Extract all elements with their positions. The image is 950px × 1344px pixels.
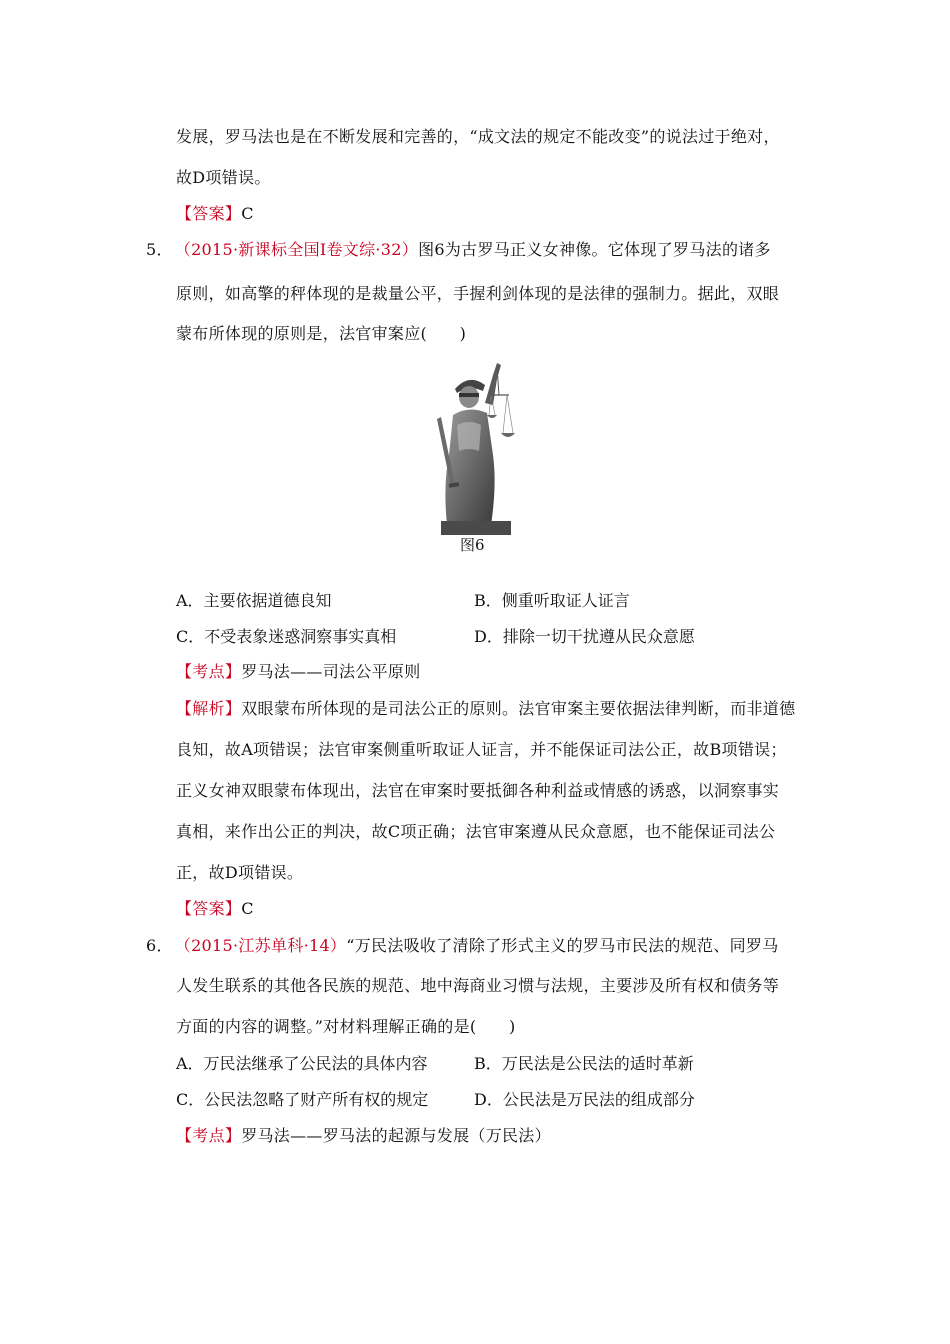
q6-stem-line: 方面的内容的调整。”对材料理解正确的是( )	[176, 1017, 516, 1036]
figure-caption: 图6	[460, 536, 485, 554]
q5-kaodian	[176, 662, 421, 682]
q5-jiexi-line	[176, 699, 795, 719]
question-source: （2015·江苏单科·14）	[182, 936, 347, 955]
question-number: 5．	[146, 240, 173, 259]
q6-stem-line: 人发生联系的其他各民族的规范、地中海商业习惯与法规，主要涉及所有权和债务等	[176, 976, 780, 995]
q5-stem-line	[146, 240, 771, 260]
q6-kaodian	[176, 1126, 551, 1146]
q5-jiexi-line: 正，故D项错误。	[176, 863, 304, 882]
q5-jiexi-line: 良知，故A项错误；法官审案侧重听取证人证言，并不能保证司法公正，故B项错误；	[176, 740, 787, 759]
kaodian-label: 【考点】	[176, 1126, 242, 1145]
answer-value: C	[241, 204, 254, 223]
question-source: （2015·新课标全国Ⅰ卷文综·32）	[182, 240, 419, 259]
kaodian-label: 【考点】	[176, 662, 242, 681]
q4-explanation-line: 故D项错误。	[176, 168, 271, 187]
option-b: B．万民法是公民法的适时革新	[474, 1054, 694, 1073]
option-a: A．主要依据道德良知	[176, 591, 332, 610]
q5-jiexi-line: 正义女神双眼蒙布体现出，法官在审案时要抵御各种利益或情感的诱惑，以洞察事实	[176, 781, 780, 800]
q5-answer	[176, 899, 254, 919]
jiexi-label: 【解析】	[176, 699, 242, 718]
jiexi-text: 双眼蒙布所体现的是司法公正的原则。法官审案主要依据法律判断，而非道德	[241, 699, 796, 718]
q5-stem-line: 原则，如高擎的秤体现的是裁量公平，手握利剑体现的是法律的强制力。据此，双眼	[176, 284, 780, 303]
q5-stem-line: 蒙布所体现的原则是，法官审案应( )	[176, 324, 467, 343]
q4-explanation-line: 发展，罗马法也是在不断发展和完善的，“成文法的规定不能改变”的说法过于绝对，	[176, 127, 780, 146]
option-d: D．排除一切干扰遵从民众意愿	[474, 627, 695, 646]
option-c: C．不受表象迷惑洞察事实真相	[176, 627, 397, 646]
option-c: C．公民法忽略了财产所有权的规定	[176, 1090, 429, 1109]
kaodian-text: 罗马法——司法公平原则	[241, 662, 421, 681]
answer-value: C	[241, 899, 254, 918]
q6-stem-line	[146, 936, 779, 956]
kaodian-text: 罗马法——罗马法的起源与发展（万民法）	[241, 1126, 551, 1145]
justitia-statue-image	[433, 355, 523, 535]
answer-label: 【答案】	[176, 204, 242, 223]
question-stem: 图6为古罗马正义女神像。它体现了罗马法的诸多	[418, 240, 771, 259]
answer-label: 【答案】	[176, 899, 242, 918]
question-stem: “万民法吸收了清除了形式主义的罗马市民法的规范、同罗马	[346, 936, 779, 955]
question-number: 6．	[146, 936, 173, 955]
option-a: A．万民法继承了公民法的具体内容	[176, 1054, 428, 1073]
option-b: B．侧重听取证人证言	[474, 591, 630, 610]
option-d: D．公民法是万民法的组成部分	[474, 1090, 695, 1109]
q4-answer	[176, 204, 254, 224]
q5-jiexi-line: 真相，来作出公正的判决，故C项正确；法官审案遵从民众意愿，也不能保证司法公	[176, 822, 776, 841]
